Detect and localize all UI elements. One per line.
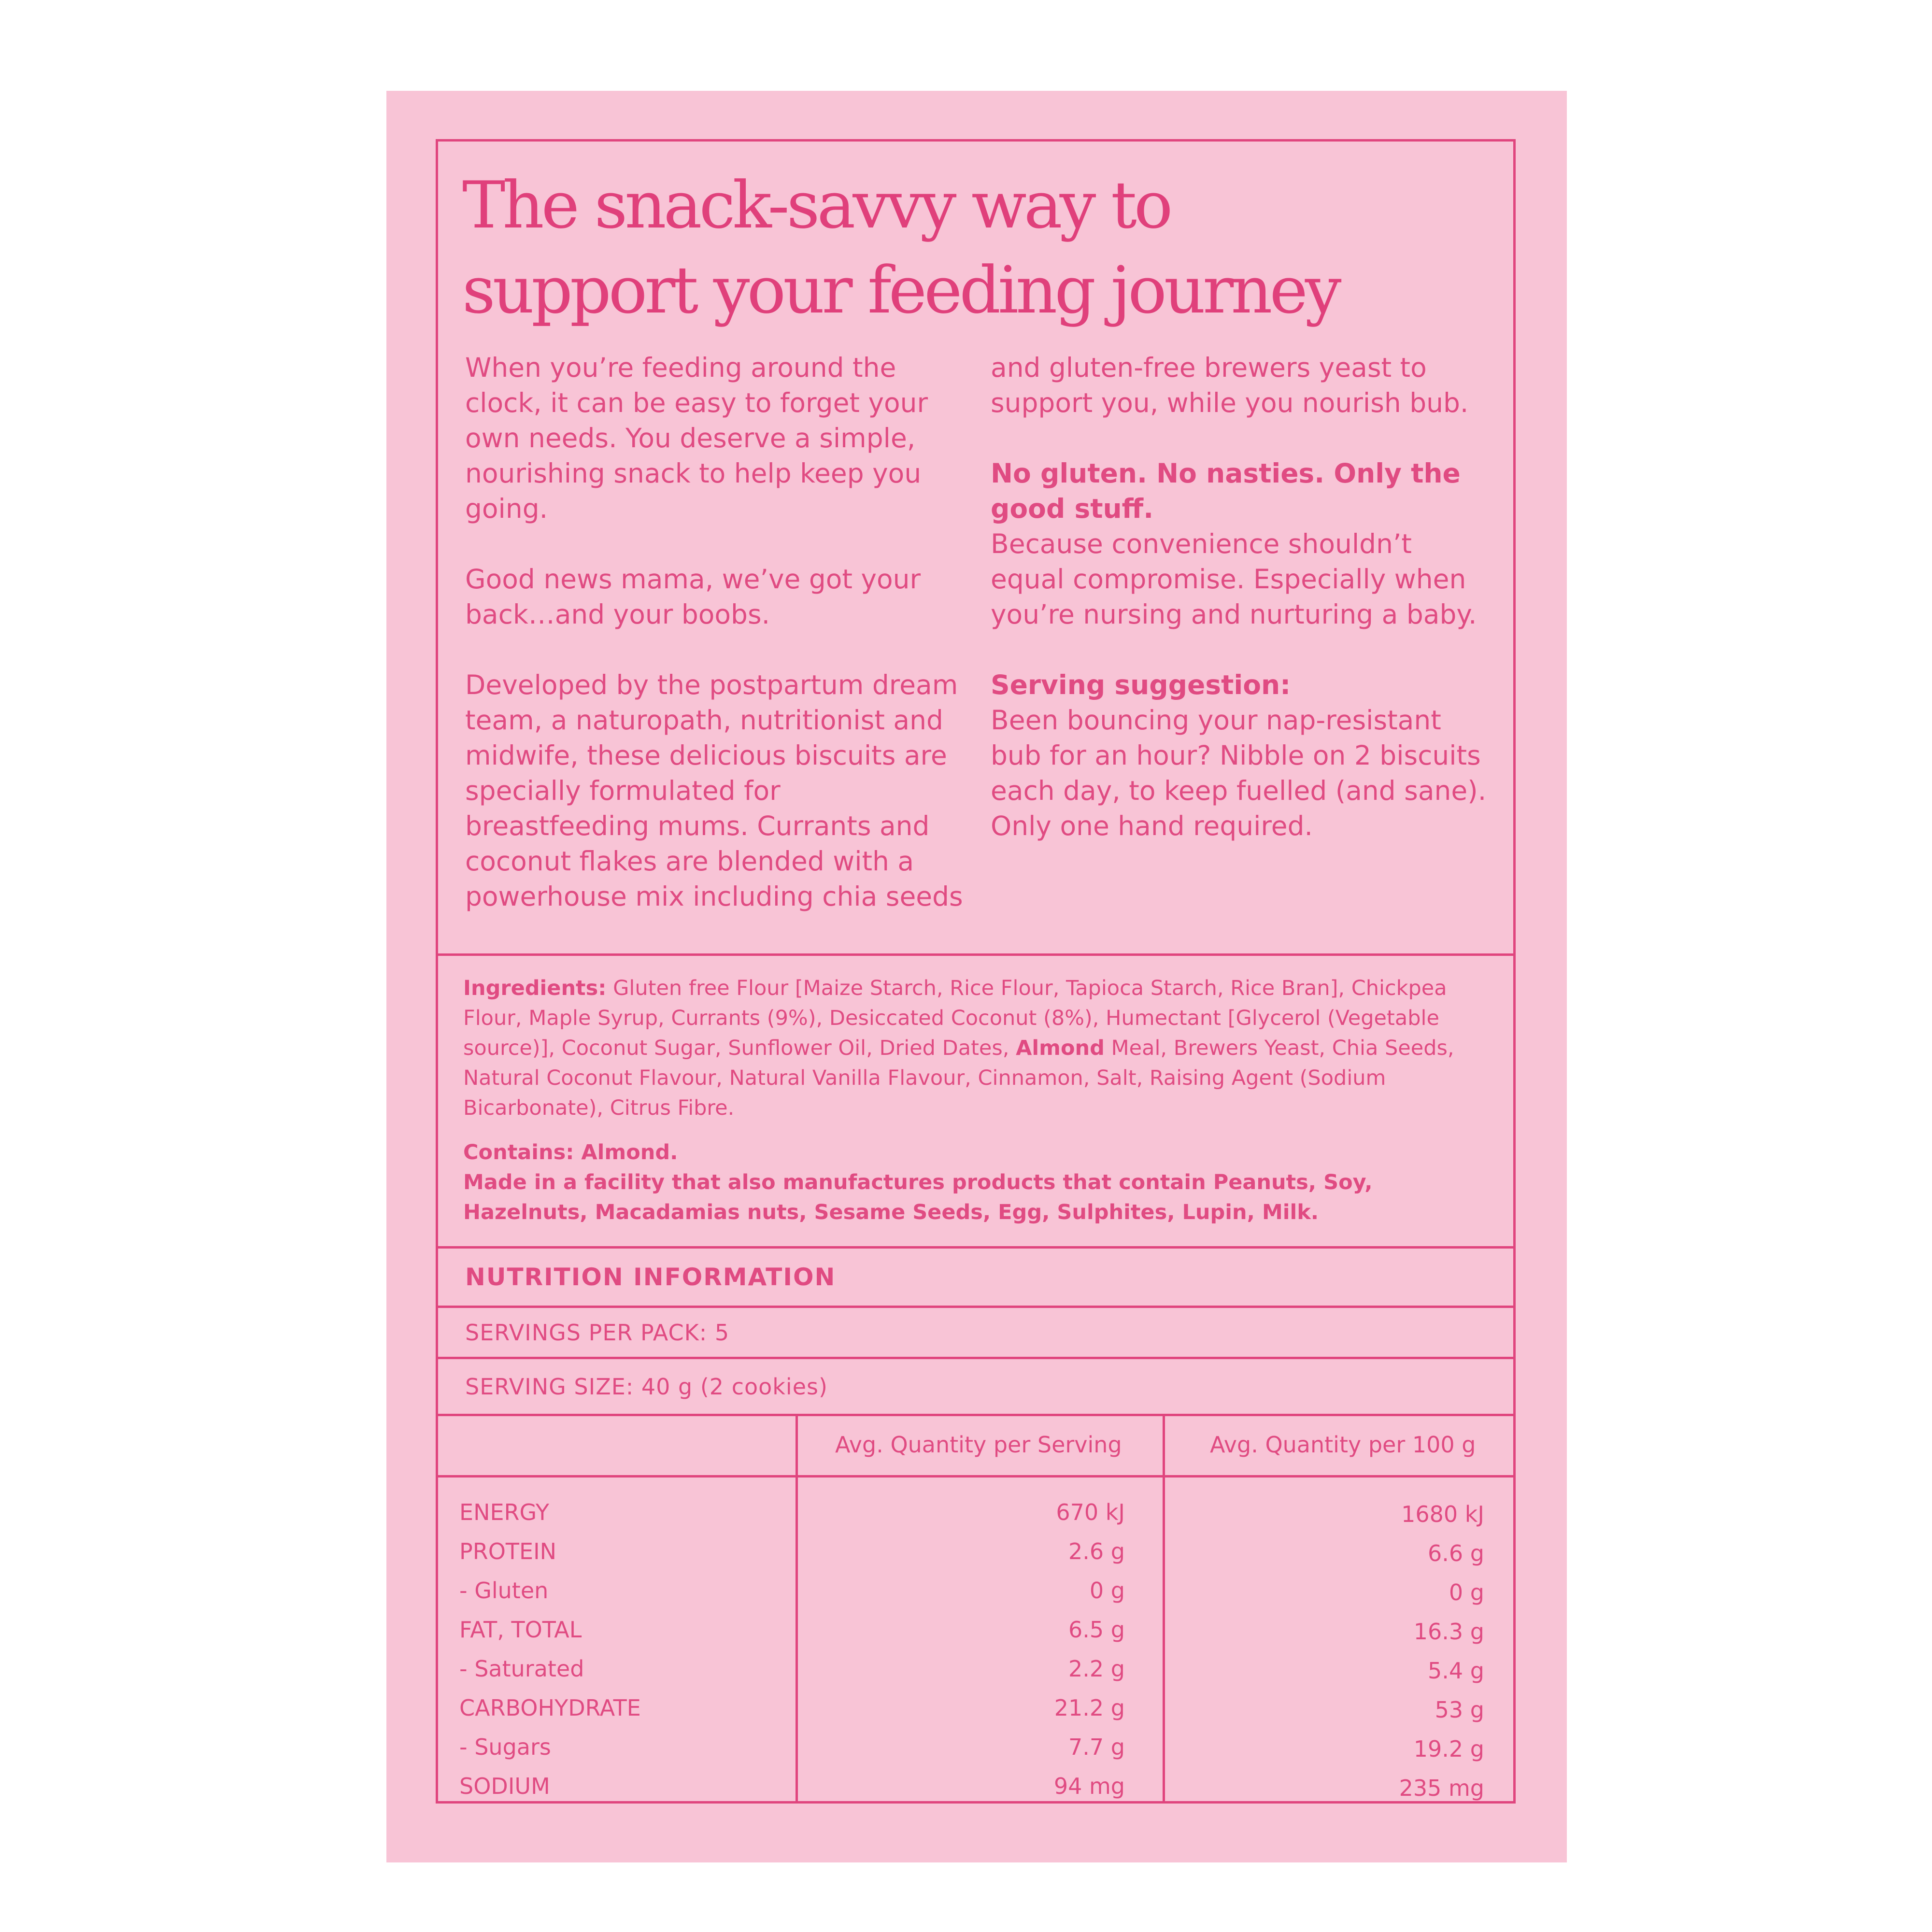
per-100g-value: 235 mg <box>1399 1775 1484 1801</box>
no-gluten-paragraph <box>991 456 1493 632</box>
servings-per-pack: SERVINGS PER PACK: 5 <box>438 1308 1513 1359</box>
nutrient-label: SODIUM <box>459 1773 550 1799</box>
description-left-column <box>465 350 967 914</box>
serving-suggestion-paragraph <box>991 668 1493 844</box>
nutrition-table <box>438 1416 1513 1801</box>
good-news-paragraph: Good news mama, we’ve got your back…and your boobs. <box>465 564 921 630</box>
per-serving-value: 0 g <box>1089 1577 1125 1604</box>
description-section <box>438 142 1513 956</box>
nutrient-label: - Sugars <box>459 1734 551 1760</box>
nutrient-label: - Gluten <box>459 1577 549 1604</box>
nutrition-row <box>438 1617 1513 1655</box>
serving-size: SERVING SIZE: 40 g (2 cookies) <box>438 1359 1513 1416</box>
nutrient-label: CARBOHYDRATE <box>459 1695 641 1721</box>
nutrient-label: FAT, TOTAL <box>459 1617 582 1643</box>
contains-statement: Contains: Almond. <box>463 1140 678 1165</box>
per-serving-value: 94 mg <box>1053 1773 1125 1799</box>
nutrition-row <box>438 1538 1513 1577</box>
nutrition-row <box>438 1773 1513 1812</box>
brewers-yeast-paragraph: and gluten-free brewers yeast to support you, while you nourish bub. <box>991 352 1469 418</box>
nutrition-row <box>438 1577 1513 1616</box>
no-gluten-heading: No gluten. No nasties. Only the good stuff. <box>991 458 1461 524</box>
allergen-statement <box>463 1137 1484 1227</box>
ingredients-text-1: Gluten free Flour [Maize Starch, Rice Flour, Tapioca Starch, Rice Bran], Chickpea Flour, Maple Syrup, Currants (9%), Desiccated Coconut (8%), Humectant [Glycerol (Vegetable source)], Coconut Sugar, Sunflower Oil, Dried Dates, <box>463 976 1447 1060</box>
label-frame <box>436 139 1516 1804</box>
intro-paragraph: When you’re feeding around the clock, it can be easy to forget your own needs. You deserve a simple, nourishing snack to help keep you going. <box>465 352 928 524</box>
per-100g-value: 19.2 g <box>1413 1736 1484 1762</box>
nutrient-label: ENERGY <box>459 1499 549 1525</box>
allergen-almond: Almond <box>1016 1036 1105 1060</box>
label-panel <box>386 91 1567 1862</box>
nutrient-label: - Saturated <box>459 1656 584 1682</box>
nutrition-row <box>438 1499 1513 1538</box>
nutrition-title: NUTRITION INFORMATION <box>438 1249 1513 1308</box>
nutrient-label: PROTEIN <box>459 1538 557 1564</box>
ingredients-section <box>438 956 1513 1249</box>
per-100g-value: 1680 kJ <box>1401 1501 1484 1527</box>
serving-suggestion-body: Been bouncing your nap-resistant bub for an hour? Nibble on 2 biscuits each day, to keep fuelled (and sane). Only one hand required. <box>991 705 1487 841</box>
per-100g-value: 6.6 g <box>1428 1540 1484 1566</box>
per-serving-value: 6.5 g <box>1068 1617 1125 1643</box>
serving-suggestion-heading: Serving suggestion: <box>991 669 1291 700</box>
table-header-divider <box>438 1475 1513 1477</box>
column-header-per-100g: Avg. Quantity per 100 g <box>1210 1432 1476 1458</box>
per-serving-value: 2.6 g <box>1068 1538 1125 1564</box>
headline-line-2: support your feeding journey <box>462 253 1339 328</box>
nutrition-row <box>438 1695 1513 1733</box>
per-serving-value: 21.2 g <box>1054 1695 1125 1721</box>
per-serving-value: 2.2 g <box>1068 1656 1125 1682</box>
description-right-column <box>991 350 1493 844</box>
developed-by-paragraph: Developed by the postpartum dream team, a naturopath, nutritionist and midwife, these delicious biscuits are specially formulated for breastfeeding mums. Currants and coconut flakes are blended with a powerhouse mix including chia seeds <box>465 669 963 912</box>
ingredients-list <box>463 973 1484 1123</box>
nutrition-row <box>438 1734 1513 1773</box>
ingredients-text-2: Meal, Brewers Yeast, Chia Seeds, Natural Coconut Flavour, Natural Vanilla Flavour, Cinnamon, Salt, Raising Agent (Sodium Bicarbonate), Citrus Fibre. <box>463 1036 1454 1120</box>
headline-line-1: The snack-savvy way to <box>462 168 1170 243</box>
per-100g-value: 16.3 g <box>1413 1619 1484 1645</box>
headline <box>462 163 1486 333</box>
nutrition-row <box>438 1656 1513 1694</box>
no-gluten-body: Because convenience shouldn’t equal compromise. Especially when you’re nursing and nurturing a baby. <box>991 528 1477 630</box>
per-100g-value: 53 g <box>1435 1697 1484 1723</box>
per-serving-value: 670 kJ <box>1056 1499 1125 1525</box>
column-header-per-serving: Avg. Quantity per Serving <box>835 1432 1122 1458</box>
ingredients-label: Ingredients: <box>463 976 607 1000</box>
per-100g-value: 5.4 g <box>1428 1658 1484 1684</box>
per-100g-value: 0 g <box>1449 1579 1484 1605</box>
per-serving-value: 7.7 g <box>1068 1734 1125 1760</box>
facility-statement: Made in a facility that also manufactures products that contain Peanuts, Soy, Hazelnuts, Macadamias nuts, Sesame Seeds, Egg, Sulphites, Lupin, Milk. <box>463 1170 1373 1224</box>
